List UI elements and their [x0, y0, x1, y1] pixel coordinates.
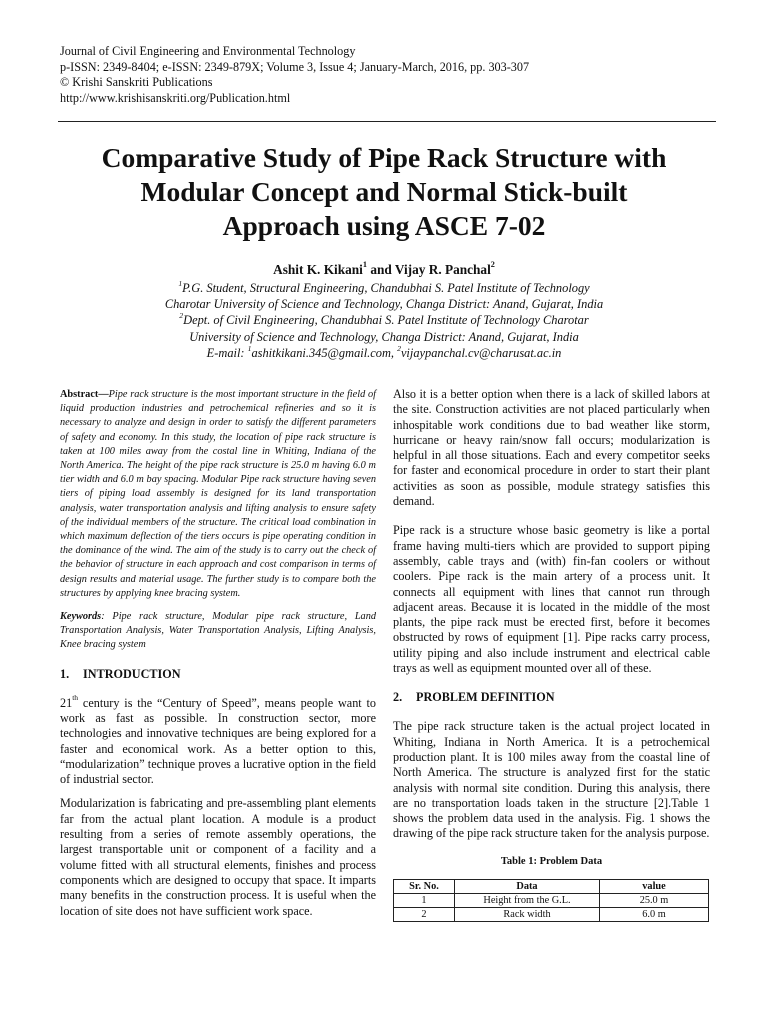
paper-title: [40, 141, 728, 243]
intro-p1-sup: th: [72, 693, 79, 703]
table-cell: 25.0 m: [600, 893, 709, 907]
section-2-number: 2.: [393, 690, 403, 705]
affiliations: [40, 280, 728, 361]
journal-issn: p-ISSN: 2349-8404; e-ISSN: 2349-879X; Volume 3, Issue 4; January-March, 2016, pp. 303-307: [60, 59, 530, 74]
email1-sup: 1: [247, 343, 252, 353]
section-1-number: 1.: [60, 666, 70, 681]
aff2-sup: 2: [179, 311, 184, 321]
abstract-label: Abstract—: [60, 389, 109, 400]
email-label: E-mail:: [206, 345, 248, 360]
aff1-sup: 1: [178, 278, 183, 288]
author-1-sup: 1: [362, 260, 367, 270]
table-cell: Rack width: [455, 907, 600, 921]
table-header-cell: Sr. No.: [394, 879, 455, 893]
aff2-line2: University of Science and Technology, Changa District: Anand, Gujarat, India: [189, 329, 579, 344]
author-list: [0, 262, 768, 278]
journal-url[interactable]: http://www.krishisanskriti.org/Publication.html: [60, 90, 291, 105]
table-header-row: [394, 879, 709, 893]
keywords-text: : Pipe rack structure, Modular pipe rack structure, Land Transportation Analysis, Water Transportation Analysis, Lifting Analysis, Knee bracing system: [60, 611, 376, 651]
intro-paragraph-2: Modularization is fabricating and pre-assembling plant elements far from the actual plant location. A module is a product resulting from a series of remote assembly operations, the largest transportable unit or component of a facility and a volume fitted with all structural elements, finishes and process components which are designed to occupy that space. It imparts many benefits in the construction process. It is useful when the location of site does not have sufficient work space.: [60, 796, 376, 918]
table-cell: 1: [394, 893, 455, 907]
table-cell: 2: [394, 907, 455, 921]
table-header-cell: Data: [455, 879, 600, 893]
intro-paragraph-4: Pipe rack is a structure whose basic geometry is like a portal frame having multi-tiers which are provided to support piping assembly, cable trays and (with) fin-fan coolers or without coolers. Pipe rack is the main artery of a process unit. It connects all equipment with lines that cannot run through adjacent areas. Because it is located in the middle of the most plants, the pipe rack must be erected first, before it becomes obstructed by rows of equipment [1]. Pipe racks carry process, utility piping and also include instrument and electrical cable trays as well as equipment mounted over all of these.: [393, 523, 710, 676]
table-cell: 6.0 m: [600, 907, 709, 921]
email-2[interactable]: vijaypanchal.cv@charusat.ac.in: [400, 345, 562, 360]
aff1-line2: Charotar University of Science and Technology, Changa District: Anand, Gujarat, India: [164, 297, 604, 312]
title-line-3: Approach using ASCE 7-02: [222, 210, 546, 241]
keywords-label: Keywords: [60, 611, 102, 623]
aff2-line1: Dept. of Civil Engineering, Chandubhai S. Patel Institute of Technology Charotar: [183, 313, 589, 328]
keywords: [60, 610, 376, 653]
author-2: Vijay R. Panchal: [394, 262, 491, 277]
header-divider: [58, 121, 716, 122]
journal-name: Journal of Civil Engineering and Environmental Technology: [60, 44, 356, 58]
table-row: [394, 893, 709, 907]
email-1[interactable]: ashitkikani.345@gmail.com,: [251, 345, 398, 360]
abstract: [60, 388, 376, 601]
table-1-caption: Table 1: Problem Data: [500, 855, 603, 867]
author-2-sup: 2: [490, 260, 495, 270]
aff1-line1: P.G. Student, Structural Engineering, Chandubhai S. Patel Institute of Technology: [182, 281, 590, 295]
section-1-title: INTRODUCTION: [83, 666, 181, 681]
section-2-title: PROBLEM DEFINITION: [416, 690, 555, 705]
journal-header: [60, 44, 529, 106]
section-1-heading: [60, 667, 376, 682]
author-1: Ashit K. Kikani: [273, 262, 363, 277]
table-1: [393, 879, 709, 922]
left-column: [60, 388, 376, 928]
table-row: [394, 907, 709, 921]
problem-paragraph-1: The pipe rack structure taken is the actual project located in Whiting, Indiana in North America. It is a petrochemical production plant. It is 100 miles away from the coastal line of North America. The structure is analyzed first for the static analysis with normal site condition. During this analysis, there are no transportation loads taken in the structure [2].Table 1 shows the problem data used in the analysis. Fig. 1 shows the drawing of the pipe rack structure taken for the analysis purpose.: [393, 719, 710, 841]
email2-sup: 2: [397, 343, 401, 353]
journal-publisher: © Krishi Sanskriti Publications: [60, 75, 213, 90]
intro-paragraph-3: Also it is a better option when there is a lack of skilled labors at the site. Construction activities are not placed particularly when inhospitable work conditions due to bad weather like storm, hurricane or heavy rain/snow fall occurs; modularization is helpful in all those situations. Each and every competitor seeks for faster and economical procedure in order to start their plant activities as soon as possible, module strategy satisfies this demand.: [393, 387, 710, 509]
email-line: [40, 345, 728, 361]
title-line-1: Comparative Study of Pipe Rack Structure with: [101, 142, 667, 173]
section-2-heading: [393, 690, 710, 705]
intro-p1-rest: century is the “Century of Speed”, means people want to work as fast as possible. In construction sector, more technologies and innovative techniques are being explored for a faster and economical work. As a better option to this, “modularization” technique proves a lucrative option in the field of industrial sector.: [60, 695, 376, 787]
author-and: and: [367, 262, 395, 277]
title-line-2: Modular Concept and Normal Stick-built: [140, 176, 628, 207]
table-cell: Height from the G.L.: [455, 893, 600, 907]
right-column: [393, 388, 710, 922]
table-header-cell: value: [600, 879, 709, 893]
intro-paragraph-1: [60, 693, 376, 788]
intro-p1-start: 21: [60, 695, 73, 710]
abstract-text: Pipe rack structure is the most important structure in the field of liquid production industries and petrochemical refineries and so it is necessary to analyze and design in order to satisfy the different parameters of safety and economy. In this study, the location of pipe rack structure is taken at 100 miles away from the costal line in Whiting, Indiana of the North America. The height of the pipe rack structure is 25.0 m having 6.0 m tier width and 6.0 m bay spacing. Modular Pipe rack structure having seven tiers of piping load assembly is designed for its land transportation analysis, water transportation analysis and lifting analysis to ensure safety of the individual members of the structure. The critical load combination in which maximum deflection of the tiers occurs is pipe operating condition in the dominance of the wind. The aim of the study is to carry out the check of the behavior of structure in each approach and cost comparison in terms of design results and material usage. The further study is to compare both the structures by applying knee bracing system.: [60, 389, 376, 599]
